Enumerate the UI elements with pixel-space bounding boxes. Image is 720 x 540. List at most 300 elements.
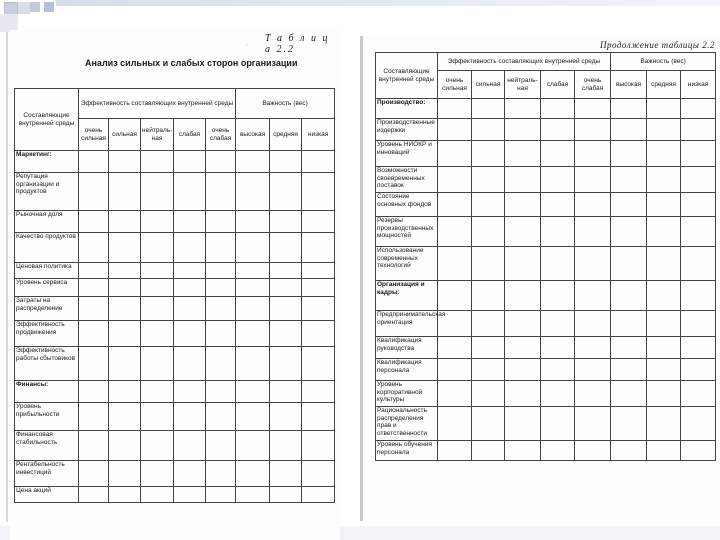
rating-cell	[79, 297, 109, 321]
rating-cell	[541, 407, 575, 441]
table-row	[15, 297, 335, 321]
row-label: Предпринимательская ориентация	[376, 311, 438, 337]
rating-cell	[79, 461, 109, 487]
table-title: Анализ сильных и слабых сторон организации	[85, 58, 298, 68]
rating-cell	[647, 311, 681, 337]
rating-cell	[109, 431, 141, 461]
rating-cell	[79, 381, 109, 403]
rating-cell	[472, 193, 505, 217]
rating-cell	[302, 403, 335, 431]
row-label: Эффективность работы сбытовиков	[15, 347, 79, 381]
decor-side-line	[6, 32, 8, 522]
table-caption: Т а б л и ц а 2.2	[265, 33, 330, 55]
section-label: Маркетинг:	[15, 151, 79, 173]
decor-top-bar	[56, 0, 720, 6]
decor-square	[18, 2, 30, 14]
row-label: Качество продуктов	[15, 233, 79, 263]
rating-cell	[79, 321, 109, 347]
row-label: Возможности своевременных поставок	[376, 167, 438, 193]
table-row	[376, 167, 716, 193]
rating-cell	[79, 211, 109, 233]
rating-cell	[611, 359, 647, 381]
rating-cell	[505, 381, 541, 407]
header-weak: слабая	[541, 71, 575, 99]
rating-cell	[647, 141, 681, 167]
rating-cell	[206, 173, 236, 211]
rating-cell	[541, 247, 575, 281]
rating-cell	[438, 119, 472, 141]
rating-cell	[438, 381, 472, 407]
table-row	[15, 347, 335, 381]
rating-cell	[302, 297, 335, 321]
rating-cell	[647, 193, 681, 217]
rating-cell	[505, 141, 541, 167]
rating-cell	[505, 119, 541, 141]
header-low: низкая	[302, 119, 335, 151]
rating-cell	[79, 279, 109, 297]
row-label: Квалификация руководства	[376, 337, 438, 359]
rating-cell	[541, 167, 575, 193]
left-page-scan	[10, 30, 340, 540]
rating-cell	[541, 99, 575, 119]
row-label: Производственные издержки	[376, 119, 438, 141]
rating-cell	[505, 247, 541, 281]
rating-cell	[472, 119, 505, 141]
rating-cell	[206, 279, 236, 297]
rating-cell	[270, 487, 302, 503]
table-row	[15, 403, 335, 431]
rating-cell	[206, 403, 236, 431]
row-label: Состояние основных фондов	[376, 193, 438, 217]
rating-cell	[505, 99, 541, 119]
rating-cell	[141, 297, 174, 321]
rating-cell	[141, 279, 174, 297]
rating-cell	[575, 217, 611, 247]
rating-cell	[611, 441, 647, 461]
rating-cell	[109, 461, 141, 487]
rating-cell	[611, 381, 647, 407]
header-weak: слабая	[174, 119, 206, 151]
rating-cell	[472, 311, 505, 337]
row-label: Рыночная доля	[15, 211, 79, 233]
rating-cell	[174, 151, 206, 173]
rating-cell	[681, 381, 716, 407]
rating-cell	[236, 381, 270, 403]
rating-cell	[141, 321, 174, 347]
rating-cell	[647, 119, 681, 141]
rating-cell	[141, 173, 174, 211]
rating-cell	[141, 347, 174, 381]
rating-cell	[438, 99, 472, 119]
rating-cell	[302, 233, 335, 263]
rating-cell	[681, 217, 716, 247]
rating-cell	[109, 211, 141, 233]
section-label: Производство:	[376, 99, 438, 119]
rating-cell	[141, 381, 174, 403]
rating-cell	[79, 173, 109, 211]
rating-cell	[681, 119, 716, 141]
rating-cell	[647, 281, 681, 311]
rating-cell	[611, 337, 647, 359]
header-neutral: нейтраль-ная	[505, 71, 541, 99]
rating-cell	[270, 347, 302, 381]
rating-cell	[438, 337, 472, 359]
table-row	[15, 321, 335, 347]
rating-cell	[236, 151, 270, 173]
rating-cell	[206, 487, 236, 503]
rating-cell	[206, 321, 236, 347]
rating-cell	[681, 359, 716, 381]
rating-cell	[541, 119, 575, 141]
header-component: Составляющие внутренней среды	[376, 53, 438, 99]
rating-cell	[174, 403, 206, 431]
header-medium: средняя	[647, 71, 681, 99]
rating-cell	[541, 359, 575, 381]
header-component: Составляющие внутренней среды	[15, 89, 79, 151]
header-high: высокая	[236, 119, 270, 151]
rating-cell	[206, 233, 236, 263]
rating-cell	[270, 173, 302, 211]
rating-cell	[575, 99, 611, 119]
rating-cell	[141, 461, 174, 487]
header-very-strong: очень сильная	[79, 119, 109, 151]
rating-cell	[174, 211, 206, 233]
section-label: Организация и кадры:	[376, 281, 438, 311]
rating-cell	[236, 173, 270, 211]
header-low: низкая	[681, 71, 716, 99]
rating-cell	[79, 151, 109, 173]
rating-cell	[174, 263, 206, 279]
rating-cell	[575, 119, 611, 141]
rating-cell	[681, 281, 716, 311]
rating-cell	[79, 431, 109, 461]
rating-cell	[79, 403, 109, 431]
rating-cell	[575, 247, 611, 281]
rating-cell	[647, 381, 681, 407]
rating-cell	[236, 487, 270, 503]
table-row	[376, 337, 716, 359]
rating-cell	[681, 141, 716, 167]
row-label: Финансовая стабильность	[15, 431, 79, 461]
row-label: Уровень сервиса	[15, 279, 79, 297]
row-label: Репутация организации и продуктов	[15, 173, 79, 211]
rating-cell	[174, 461, 206, 487]
rating-cell	[575, 441, 611, 461]
rating-cell	[541, 381, 575, 407]
rating-cell	[681, 247, 716, 281]
header-strong: сильная	[109, 119, 141, 151]
rating-cell	[575, 167, 611, 193]
rating-cell	[611, 141, 647, 167]
rating-cell	[206, 381, 236, 403]
rating-cell	[438, 359, 472, 381]
rating-cell	[174, 381, 206, 403]
row-label: Уровень обучения персонала	[376, 441, 438, 461]
rating-cell	[472, 359, 505, 381]
rating-cell	[109, 297, 141, 321]
table-row	[376, 247, 716, 281]
analysis-table-continued	[375, 52, 716, 461]
table-row	[15, 431, 335, 461]
rating-cell	[575, 381, 611, 407]
rating-cell	[141, 263, 174, 279]
table-row	[376, 141, 716, 167]
rating-cell	[575, 407, 611, 441]
rating-cell	[302, 279, 335, 297]
rating-cell	[472, 141, 505, 167]
table-row	[376, 407, 716, 441]
section-row	[376, 281, 716, 311]
row-label: Использование современных технологий	[376, 247, 438, 281]
rating-cell	[302, 461, 335, 487]
rating-cell	[270, 321, 302, 347]
rating-cell	[270, 151, 302, 173]
header-effectiveness: Эффективность составляющих внутренней среды	[79, 89, 236, 119]
rating-cell	[236, 321, 270, 347]
rating-cell	[472, 217, 505, 247]
rating-cell	[109, 173, 141, 211]
row-label: Уровень НИОКР и инноваций	[376, 141, 438, 167]
rating-cell	[505, 193, 541, 217]
rating-cell	[109, 403, 141, 431]
row-label: Рациональность распределения прав и ответственности	[376, 407, 438, 441]
rating-cell	[472, 247, 505, 281]
rating-cell	[611, 99, 647, 119]
rating-cell	[270, 403, 302, 431]
rating-cell	[575, 281, 611, 311]
rating-cell	[472, 99, 505, 119]
rating-cell	[236, 233, 270, 263]
analysis-table	[14, 88, 335, 503]
rating-cell	[302, 347, 335, 381]
table-row	[376, 381, 716, 407]
rating-cell	[438, 217, 472, 247]
rating-cell	[541, 337, 575, 359]
rating-cell	[236, 279, 270, 297]
rating-cell	[472, 167, 505, 193]
row-label: Резервы производственных мощностей	[376, 217, 438, 247]
rating-cell	[575, 193, 611, 217]
rating-cell	[575, 311, 611, 337]
rating-cell	[174, 347, 206, 381]
table-row	[15, 211, 335, 233]
rating-cell	[141, 211, 174, 233]
rating-cell	[109, 151, 141, 173]
rating-cell	[174, 297, 206, 321]
rating-cell	[438, 441, 472, 461]
rating-cell	[611, 311, 647, 337]
header-neutral: нейтраль-ная	[141, 119, 174, 151]
rating-cell	[647, 167, 681, 193]
table-row	[15, 461, 335, 487]
rating-cell	[302, 151, 335, 173]
rating-cell	[611, 407, 647, 441]
table-row	[376, 217, 716, 247]
header-strong: сильная	[472, 71, 505, 99]
rating-cell	[541, 441, 575, 461]
rating-cell	[174, 173, 206, 211]
row-label: Цена акций	[15, 487, 79, 503]
rating-cell	[438, 247, 472, 281]
rating-cell	[206, 461, 236, 487]
rating-cell	[302, 381, 335, 403]
rating-cell	[647, 247, 681, 281]
rating-cell	[438, 141, 472, 167]
rating-cell	[236, 297, 270, 321]
header-high: высокая	[611, 71, 647, 99]
rating-cell	[174, 233, 206, 263]
rating-cell	[575, 141, 611, 167]
table-row	[15, 233, 335, 263]
rating-cell	[206, 297, 236, 321]
rating-cell	[681, 407, 716, 441]
rating-cell	[438, 407, 472, 441]
decor-square	[30, 2, 40, 12]
section-row	[15, 151, 335, 173]
rating-cell	[236, 347, 270, 381]
rating-cell	[505, 311, 541, 337]
rating-cell	[270, 297, 302, 321]
page-edge	[360, 36, 363, 521]
rating-cell	[611, 193, 647, 217]
rating-cell	[611, 247, 647, 281]
row-label: Эффективность продвижения	[15, 321, 79, 347]
rating-cell	[505, 281, 541, 311]
rating-cell	[236, 431, 270, 461]
rating-cell	[575, 359, 611, 381]
rating-cell	[236, 211, 270, 233]
rating-cell	[270, 381, 302, 403]
rating-cell	[647, 407, 681, 441]
rating-cell	[505, 359, 541, 381]
rating-cell	[541, 141, 575, 167]
rating-cell	[505, 167, 541, 193]
rating-cell	[681, 193, 716, 217]
rating-cell	[270, 233, 302, 263]
table-row	[15, 263, 335, 279]
rating-cell	[472, 337, 505, 359]
table-row	[376, 359, 716, 381]
header-very-strong: очень сильная	[438, 71, 472, 99]
table-row	[15, 173, 335, 211]
rating-cell	[109, 279, 141, 297]
table-row	[376, 441, 716, 461]
rating-cell	[141, 403, 174, 431]
rating-cell	[647, 441, 681, 461]
header-effectiveness: Эффективность составляющих внутренней среды	[438, 53, 611, 71]
rating-cell	[174, 321, 206, 347]
rating-cell	[681, 311, 716, 337]
section-row	[376, 99, 716, 119]
rating-cell	[270, 211, 302, 233]
rating-cell	[109, 321, 141, 347]
rating-cell	[681, 167, 716, 193]
row-label: Рентабельность инвестиций	[15, 461, 79, 487]
rating-cell	[302, 321, 335, 347]
rating-cell	[438, 167, 472, 193]
section-label: Финансы:	[15, 381, 79, 403]
rating-cell	[647, 99, 681, 119]
rating-cell	[79, 347, 109, 381]
right-page-scan	[365, 36, 720, 526]
rating-cell	[174, 279, 206, 297]
rating-cell	[236, 403, 270, 431]
rating-cell	[505, 217, 541, 247]
rating-cell	[236, 461, 270, 487]
rating-cell	[141, 233, 174, 263]
rating-cell	[438, 193, 472, 217]
rating-cell	[79, 487, 109, 503]
rating-cell	[472, 441, 505, 461]
rating-cell	[472, 381, 505, 407]
table-row	[376, 193, 716, 217]
rating-cell	[302, 487, 335, 503]
rating-cell	[109, 263, 141, 279]
rating-cell	[270, 263, 302, 279]
rating-cell	[141, 487, 174, 503]
rating-cell	[270, 279, 302, 297]
rating-cell	[141, 431, 174, 461]
rating-cell	[472, 281, 505, 311]
table-caption-continued: Продолжение таблицы 2.2	[600, 40, 716, 50]
rating-cell	[141, 151, 174, 173]
rating-cell	[611, 281, 647, 311]
row-label: Затраты на распределение	[15, 297, 79, 321]
rating-cell	[611, 217, 647, 247]
header-medium: средняя	[270, 119, 302, 151]
rating-cell	[541, 217, 575, 247]
table-row	[15, 279, 335, 297]
rating-cell	[109, 381, 141, 403]
header-importance: Важность (вес)	[611, 53, 716, 71]
header-importance: Важность (вес)	[236, 89, 335, 119]
rating-cell	[109, 233, 141, 263]
rating-cell	[681, 99, 716, 119]
rating-cell	[79, 263, 109, 279]
rating-cell	[206, 431, 236, 461]
rating-cell	[541, 193, 575, 217]
rating-cell	[174, 431, 206, 461]
rating-cell	[647, 337, 681, 359]
rating-cell	[302, 211, 335, 233]
rating-cell	[302, 173, 335, 211]
rating-cell	[174, 487, 206, 503]
rating-cell	[302, 431, 335, 461]
row-label: Уровень прибыльности	[15, 403, 79, 431]
rating-cell	[206, 347, 236, 381]
rating-cell	[472, 407, 505, 441]
rating-cell	[681, 337, 716, 359]
rating-cell	[647, 217, 681, 247]
header-very-weak: очень слабая	[206, 119, 236, 151]
table-row	[376, 311, 716, 337]
rating-cell	[270, 431, 302, 461]
rating-cell	[302, 263, 335, 279]
rating-cell	[206, 211, 236, 233]
rating-cell	[505, 441, 541, 461]
rating-cell	[575, 337, 611, 359]
decor-square	[44, 2, 54, 12]
row-label: Ценовая политика	[15, 263, 79, 279]
section-row	[15, 381, 335, 403]
rating-cell	[206, 151, 236, 173]
rating-cell	[236, 263, 270, 279]
scan-mark: ·	[246, 42, 248, 48]
header-very-weak: очень слабая	[575, 71, 611, 99]
rating-cell	[611, 119, 647, 141]
row-label: Уровень корпоративной культуры	[376, 381, 438, 407]
rating-cell	[438, 281, 472, 311]
